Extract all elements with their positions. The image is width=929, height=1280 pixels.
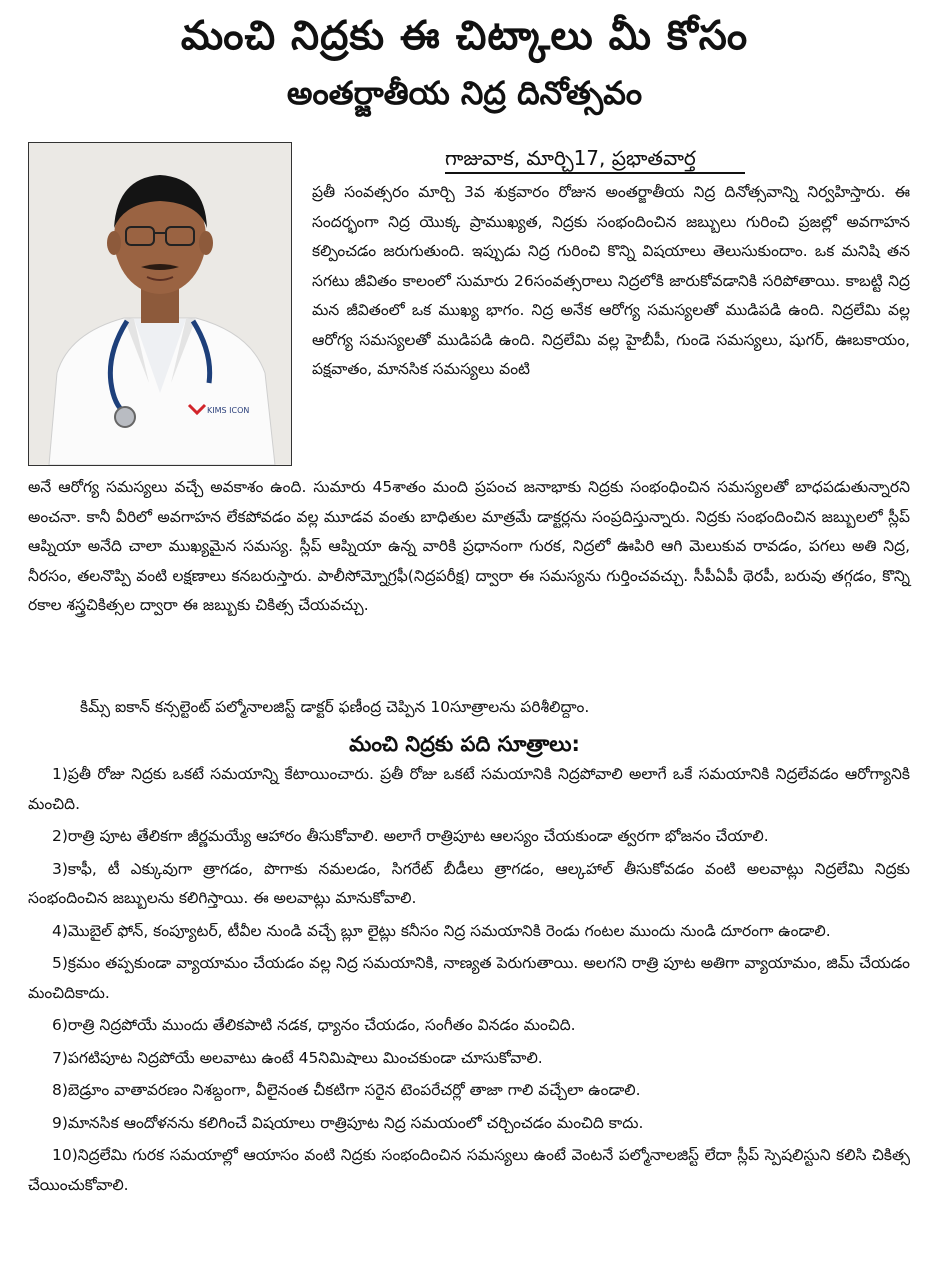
logo-text: KIMS ICON: [207, 406, 250, 415]
dateline: గాజువాక, మార్చి17, ప్రభాతవార్త: [445, 146, 696, 170]
tip-item: 10)నిద్రలేమి గురక సమయాల్లో ఆయాసం వంటి నిద్రకు సంభందించిన సమస్యలు ఉంటే వెంటనే పల్మోనాలజిస్ట్ లేదా స్లీప్ స్పెషలిస్టుని కలిసి చికిత్స చేయించుకోవాలి.: [28, 1146, 910, 1194]
intro-paragraph-wrapped: ప్రతీ సంవత్సరం మార్చి 3వ శుక్రవారం రోజున అంతర్జాతీయ నిద్ర దినోత్సవాన్ని నిర్వహిస్తారు. ఈ సందర్భంగా నిద్ర యొక్క ప్రాముఖ్యత, నిద్రకు సంభందించిన జబ్బులు గురించి ప్రజల్లో అవగాహన కల్పించడం జరుగుతుంది. ఇప్పుడు నిద్ర గురించి కొన్ని విషయాలు తెలుసుకుందాం. ఒక మనిషి తన సగటు జీవితం కాలంలో సుమారు 26సంవత్సరాలు నిద్రలోకి జారుకోవడానికి సరిపోతాయి. కాబట్టి నిద్ర మన జీవితంలో ఒక ముఖ్య భాగం. నిద్ర అనేక ఆరోగ్య సమస్యలతో ముడిపడి ఉంది. నిద్రలేమి వల్ల ఆరోగ్య సమస్యలతో ముడిపడి ఉంది. నిద్రలేమి వల్ల హైబీపీ, గుండె సమస్యలు, షుగర్, ఊబకాయం, పక్షవాతం, మానసిక సమస్యలు వంటి: [312, 183, 910, 378]
subheadline: అంతర్జాతీయ నిద్ర దినోత్సవం: [286, 74, 643, 112]
doctor-photo: [28, 142, 292, 466]
tip-item: 7)పగటిపూట నిద్రపోయే అలవాటు ఉంటే 45నిమిషాలు మించకుండా చూసుకోవాలి.: [52, 1048, 543, 1067]
tip-item: 8)బెడ్రూం వాతావరణం నిశబ్దంగా, వీలైనంత చీకటిగా సరైన టెంపరేచర్లో తాజా గాలి వచ్చేలా ఉండాలి.: [52, 1081, 641, 1099]
tip-item: 2)రాత్రి పూట తేలికగా జీర్ణమయ్యే ఆహారం తీసుకోవాలి. అలాగే రాత్రిపూట ఆలస్యం చేయకుండా త్వరగా భోజనం చేయాలి.: [52, 827, 769, 845]
consultant-line: కిమ్స్ ఐకాన్ కన్సల్టెంట్ పల్మోనాలజిస్ట్ డాక్టర్ ఫణీంద్ర చెప్పిన 10సూత్రాలను పరిశీలిద్దాం.: [80, 698, 590, 716]
tip-item: 5)క్రమం తప్పకుండా వ్యాయామం చేయడం వల్ల నిద్ర సమయానికి, నాణ్యత పెరుగుతాయి. అలగని రాత్రి పూట అతిగా వ్యాయామం, జిమ్ చేయడం మంచిదికాదు.: [28, 954, 910, 1002]
tip-item: 9)మానసిక ఆందోళనను కలిగించే విషయాలు రాత్రిపూట నిద్ర సమయంలో చర్చించడం మంచిది కాదు.: [52, 1113, 644, 1132]
tip-item: 1)ప్రతీ రోజు నిద్రకు ఒకటే సమయాన్ని కేటాయించారు. ప్రతీ రోజు ఒకటే సమయానికి నిద్రపోవాలి అలాగే ఒకే సమయానికి నిద్రలేవడం ఆరోగ్యానికి మంచిది.: [28, 765, 910, 813]
tips-list: [28, 760, 910, 1203]
intro-paragraph-continued: అనే ఆరోగ్య సమస్యలు వచ్చే అవకాశం ఉంది. సుమారు 45శాతం మంది ప్రపంచ జనాభాకు నిద్రకు సంభంధించిన సమస్యలతో బాధపడుతున్నారని అంచనా. కానీ వీరిలో అవగాహన లేకపోవడం వల్ల మూడవ వంతు బాధితుల మాత్రమే డాక్టర్లను సంప్రదిస్తున్నారు. నిద్రకు సంభందించిన జబ్బులలో స్లీప్ ఆప్నియా అనేది చాలా ముఖ్యమైన సమస్య. స్లీప్ ఆప్నియా ఉన్న వారికి ప్రధానంగా గురక, నిద్రలో ఊపిరి ఆగి మెలుకువ రావడం, పగలు అతి నిద్ర, నీరసం, తలనొప్పి వంటి లక్షణాలు కనబరుస్తారు. పాలీసోమ్నోగ్రఫీ(నిద్రపరీక్ష) ద్వారా ఈ సమస్యను గుర్తించవచ్చు. సీపీఏపీ థెరపీ, బరువు తగ్గడం, కొన్ని రకాల శస్త్రచికిత్సల ద్వారా ఈ జబ్బుకు చికిత్స చేయవచ్చు.: [28, 478, 910, 614]
dateline-rule: [445, 172, 745, 174]
headline: మంచి నిద్రకు ఈ చిట్కాలు మీ కోసం: [180, 13, 749, 59]
tip-item: 4)మొబైల్ ఫోన్, కంప్యూటర్, టీవీల నుండి వచ్చే బ్లూ లైట్లు కనీసం నిద్ర సమయానికి రెండు గంటల ముందు నుండి దూరంగా ఉండాలి.: [52, 921, 831, 940]
consultant-intro: [28, 693, 910, 723]
tips-heading: మంచి నిద్రకు పది సూత్రాలు:: [349, 732, 580, 756]
tip-item: 3)కాఫీ, టీ ఎక్కువుగా త్రాగడం, పొగాకు నమలడం, సిగరేట్ బీడీలు త్రాగడం, ఆల్కహాల్ తీసుకోవడం వంటి అలవాట్లు నిద్రలేమి నిద్రకు సంభందించిన జబ్బులను కలిగిస్తాయి. ఈ అలవాట్లు మానుకోవాలి.: [28, 859, 910, 907]
doctor-portrait-illustration: [29, 143, 291, 465]
tip-item: 6)రాత్రి నిద్రపోయే ముందు తేలికపాటి నడక, ధ్యానం చేయడం, సంగీతం వినడం మంచిది.: [52, 1016, 576, 1034]
